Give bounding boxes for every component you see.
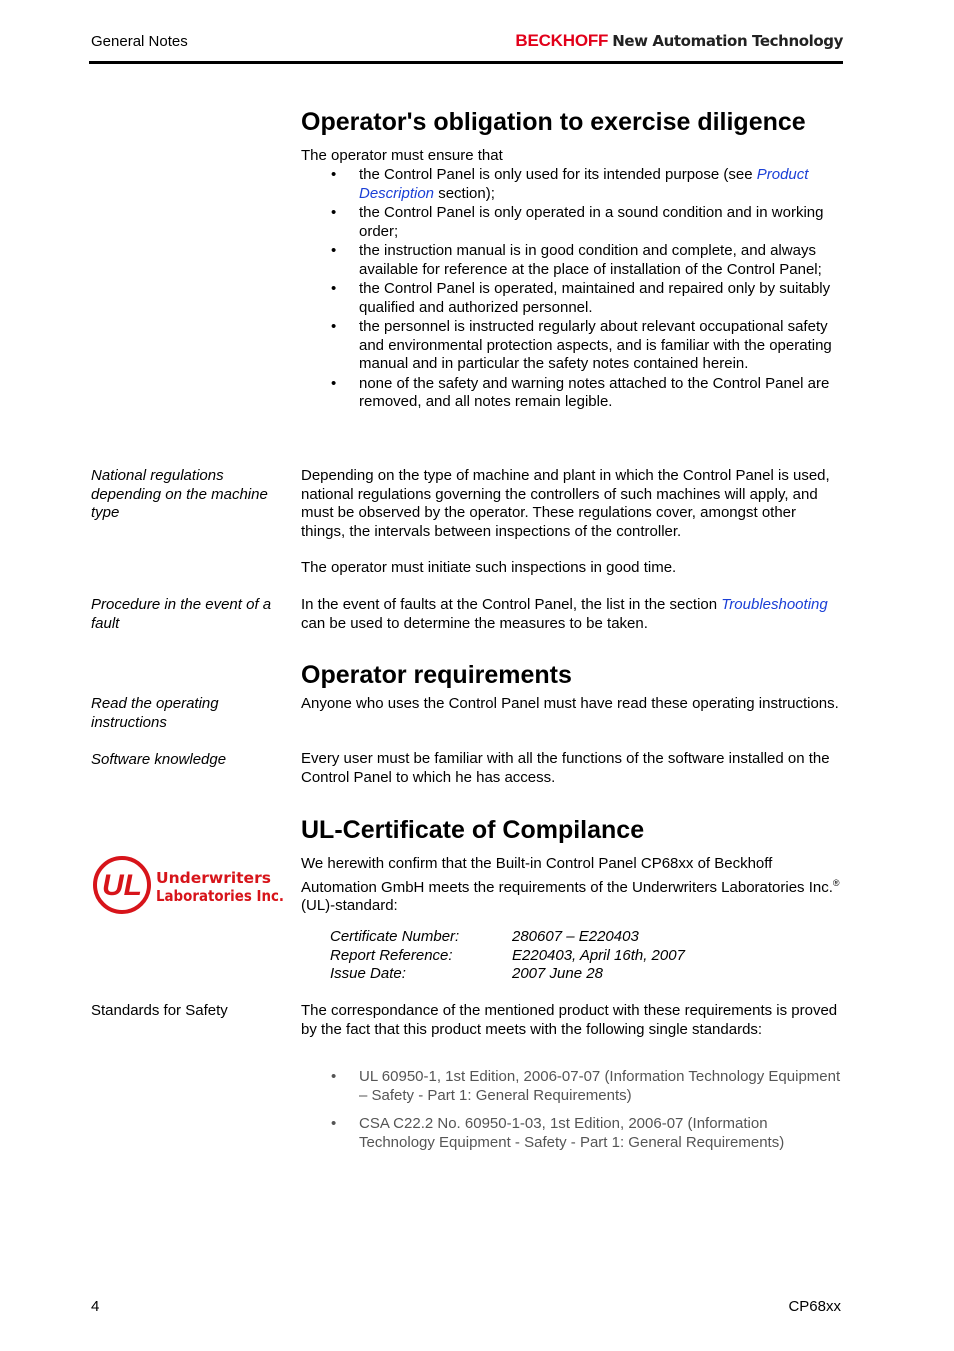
list-item: • the instruction manual is in good condition and complete, and always available for reference at the place of installation of the Control Panel; — [301, 242, 841, 279]
margin-note-fault: Procedure in the event of a fault — [91, 596, 272, 632]
ul-logo-line2: Laboratories Inc. — [156, 887, 284, 905]
cert-row: Certificate Number: 280607 – E220403 — [330, 928, 639, 945]
product-description-link[interactable]: Product Description — [359, 166, 809, 202]
national-text-2: The operator must initiate such inspections in good time. — [301, 559, 677, 576]
header-divider — [89, 61, 843, 64]
margin-note-read: Read the operating instructions — [91, 695, 219, 731]
brand-tagline: New Automation Technology — [612, 32, 843, 50]
list-item: • the Control Panel is operated, maintained and repaired only by suitably qualified and authorized personnel. — [301, 280, 841, 317]
heading-diligence: Operator's obligation to exercise diligence — [301, 108, 806, 136]
list-item: • the Control Panel is only used for its intended purpose (see Product Description section); — [301, 166, 841, 203]
heading-requirements: Operator requirements — [301, 661, 572, 689]
troubleshooting-link[interactable]: Troubleshooting — [721, 596, 828, 613]
diligence-intro: The operator must ensure that — [301, 147, 503, 164]
standards-text: The correspondance of the mentioned product with these requirements is proved by the fact that this product meets with the following single standards: — [301, 1002, 838, 1038]
page-number: 4 — [91, 1298, 100, 1315]
list-item: • CSA C22.2 No. 60950-1-03, 1st Edition, 2006-07 (Information Technology Equipment - Safety - Part 1: General Requirements) — [301, 1115, 841, 1152]
ul-logo-letters: UL — [102, 869, 142, 902]
read-text: Anyone who uses the Control Panel must have read these operating instructions. — [301, 695, 839, 712]
brand-logo — [515, 31, 843, 51]
footer-model: CP68xx — [788, 1298, 841, 1315]
ul-mark-icon — [92, 855, 292, 917]
list-item: • none of the safety and warning notes attached to the Control Panel are removed, and all notes remain legible. — [301, 375, 841, 412]
standards-list — [301, 1068, 841, 1152]
diligence-list — [301, 166, 841, 412]
margin-note-national: National regulations depending on the machine type — [91, 467, 268, 521]
software-text: Every user must be familiar with all the functions of the software installed on the Control Panel to which he has access. — [301, 750, 830, 786]
list-item: • the personnel is instructed regularly about relevant occupational safety and environmental protection aspects, and is familiar with the operating manual and in particular the safety notes contained herein. — [301, 318, 841, 374]
list-item: • the Control Panel is only operated in a sound condition and in working order; — [301, 204, 841, 241]
list-item: • UL 60950-1, 1st Edition, 2006-07-07 (Information Technology Equipment – Safety - Part 1: General Requirements) — [301, 1068, 841, 1105]
cert-row: Report Reference: E220403, April 16th, 2007 — [330, 946, 685, 964]
certificate-details — [330, 928, 685, 984]
margin-note-standards: Standards for Safety — [91, 1002, 228, 1019]
national-text: Depending on the type of machine and plant in which the Control Panel is used, national regulations governing the controllers of such machines will apply, and must be observed by the operator. These regulations cover, amongst other things, the intervals between inspections of the controller. — [301, 467, 830, 540]
margin-note-software: Software knowledge — [91, 751, 227, 768]
cert-row: Issue Date: 2007 June 28 — [330, 965, 603, 982]
ul-logo-line1: Underwriters — [156, 869, 271, 887]
fault-text: In the event of faults at the Control Panel, the list in the section Troubleshooting can be used to determine the measures to be taken. — [301, 596, 828, 632]
running-header-section: General Notes — [91, 33, 188, 50]
ul-logo — [92, 855, 292, 921]
ul-intro: We herewith confirm that the Built-in Control Panel CP68xx of Beckhoff Automation GmbH meets the requirements of the Underwriters Laboratories Inc.® (UL)-standard: — [301, 855, 840, 914]
heading-ul: UL-Certificate of Compilance — [301, 816, 645, 844]
brand-name: BECKHOFF — [515, 31, 609, 50]
